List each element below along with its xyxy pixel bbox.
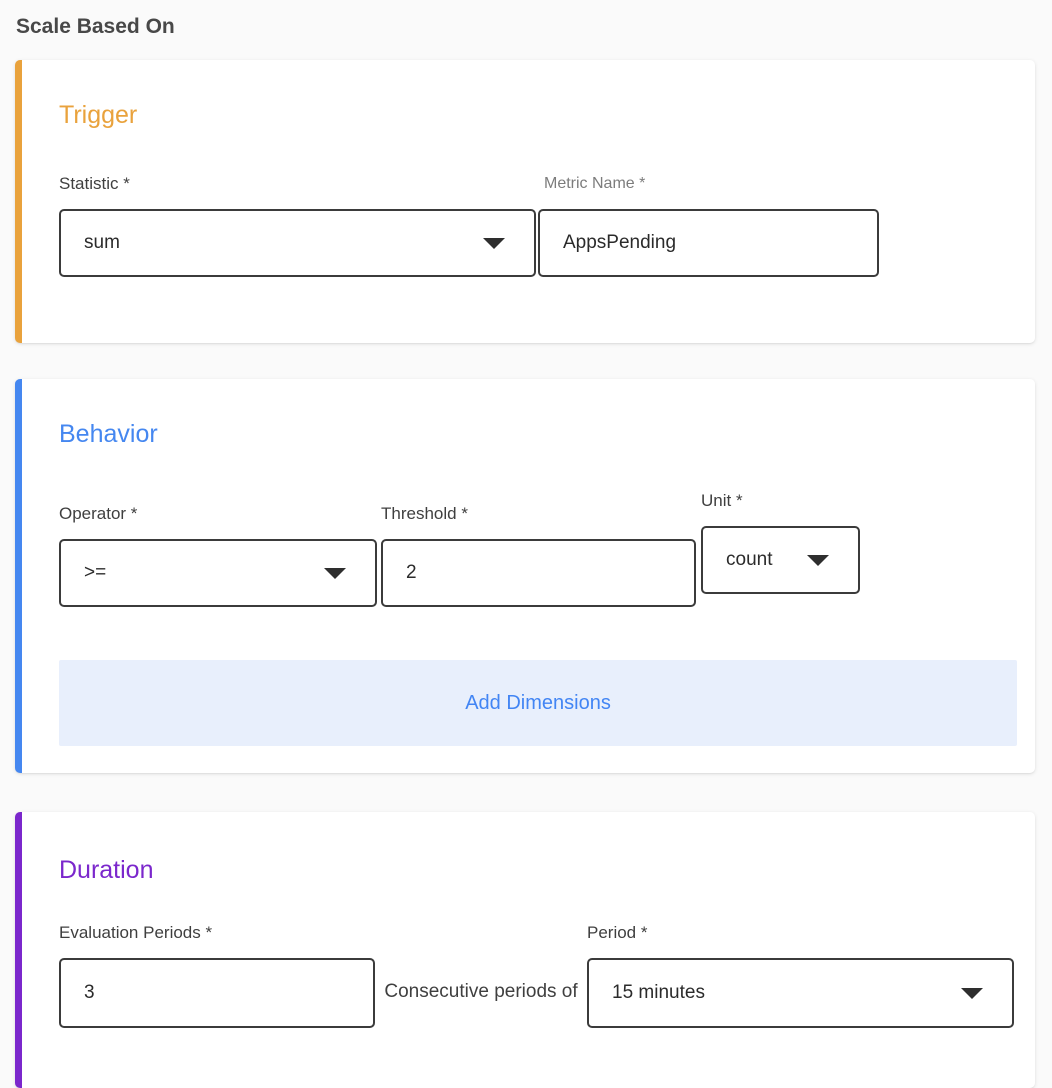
unit-select[interactable]: [701, 526, 860, 594]
evaluation-periods-field: [59, 922, 375, 1028]
period-label: Period *: [587, 923, 648, 942]
dropdown-arrow-icon: [807, 555, 829, 566]
dropdown-arrow-icon: [961, 988, 983, 999]
threshold-label: Threshold *: [381, 504, 468, 523]
page-title: Scale Based On: [16, 15, 175, 38]
operator-label: Operator *: [59, 504, 138, 523]
trigger-field-row: [59, 173, 1035, 277]
period-value: 15 minutes: [612, 982, 705, 1003]
period-select[interactable]: [587, 958, 1014, 1028]
evaluation-periods-input[interactable]: [59, 958, 375, 1028]
statistic-field: [59, 173, 536, 277]
metric-name-field: [538, 173, 879, 277]
unit-value: count: [726, 549, 773, 570]
threshold-input[interactable]: [381, 539, 696, 607]
trigger-heading: Trigger: [59, 101, 138, 129]
metric-name-label: Metric Name *: [544, 175, 646, 192]
behavior-heading: Behavior: [59, 420, 158, 448]
statistic-select[interactable]: [59, 209, 536, 277]
duration-field-row: [59, 922, 1035, 1028]
duration-heading: Duration: [59, 856, 154, 884]
threshold-field: [381, 503, 696, 607]
operator-select[interactable]: [59, 539, 377, 607]
unit-field: [701, 491, 860, 594]
behavior-section: [15, 379, 1035, 773]
dropdown-arrow-icon: [483, 238, 505, 249]
unit-label: Unit *: [701, 491, 743, 510]
statistic-label: Statistic *: [59, 174, 130, 193]
behavior-field-row: [59, 491, 1035, 607]
operator-field: [59, 503, 377, 607]
evaluation-periods-label: Evaluation Periods *: [59, 923, 213, 942]
metric-name-input[interactable]: [538, 209, 879, 277]
dropdown-arrow-icon: [324, 568, 346, 579]
trigger-section: [15, 60, 1035, 343]
period-field: [587, 922, 1014, 1028]
consecutive-periods-text: Consecutive periods of: [384, 981, 578, 1002]
operator-value: >=: [84, 562, 107, 583]
duration-section: [15, 812, 1035, 1088]
statistic-value: sum: [84, 232, 120, 253]
add-dimensions-button[interactable]: Add Dimensions: [59, 660, 1017, 746]
